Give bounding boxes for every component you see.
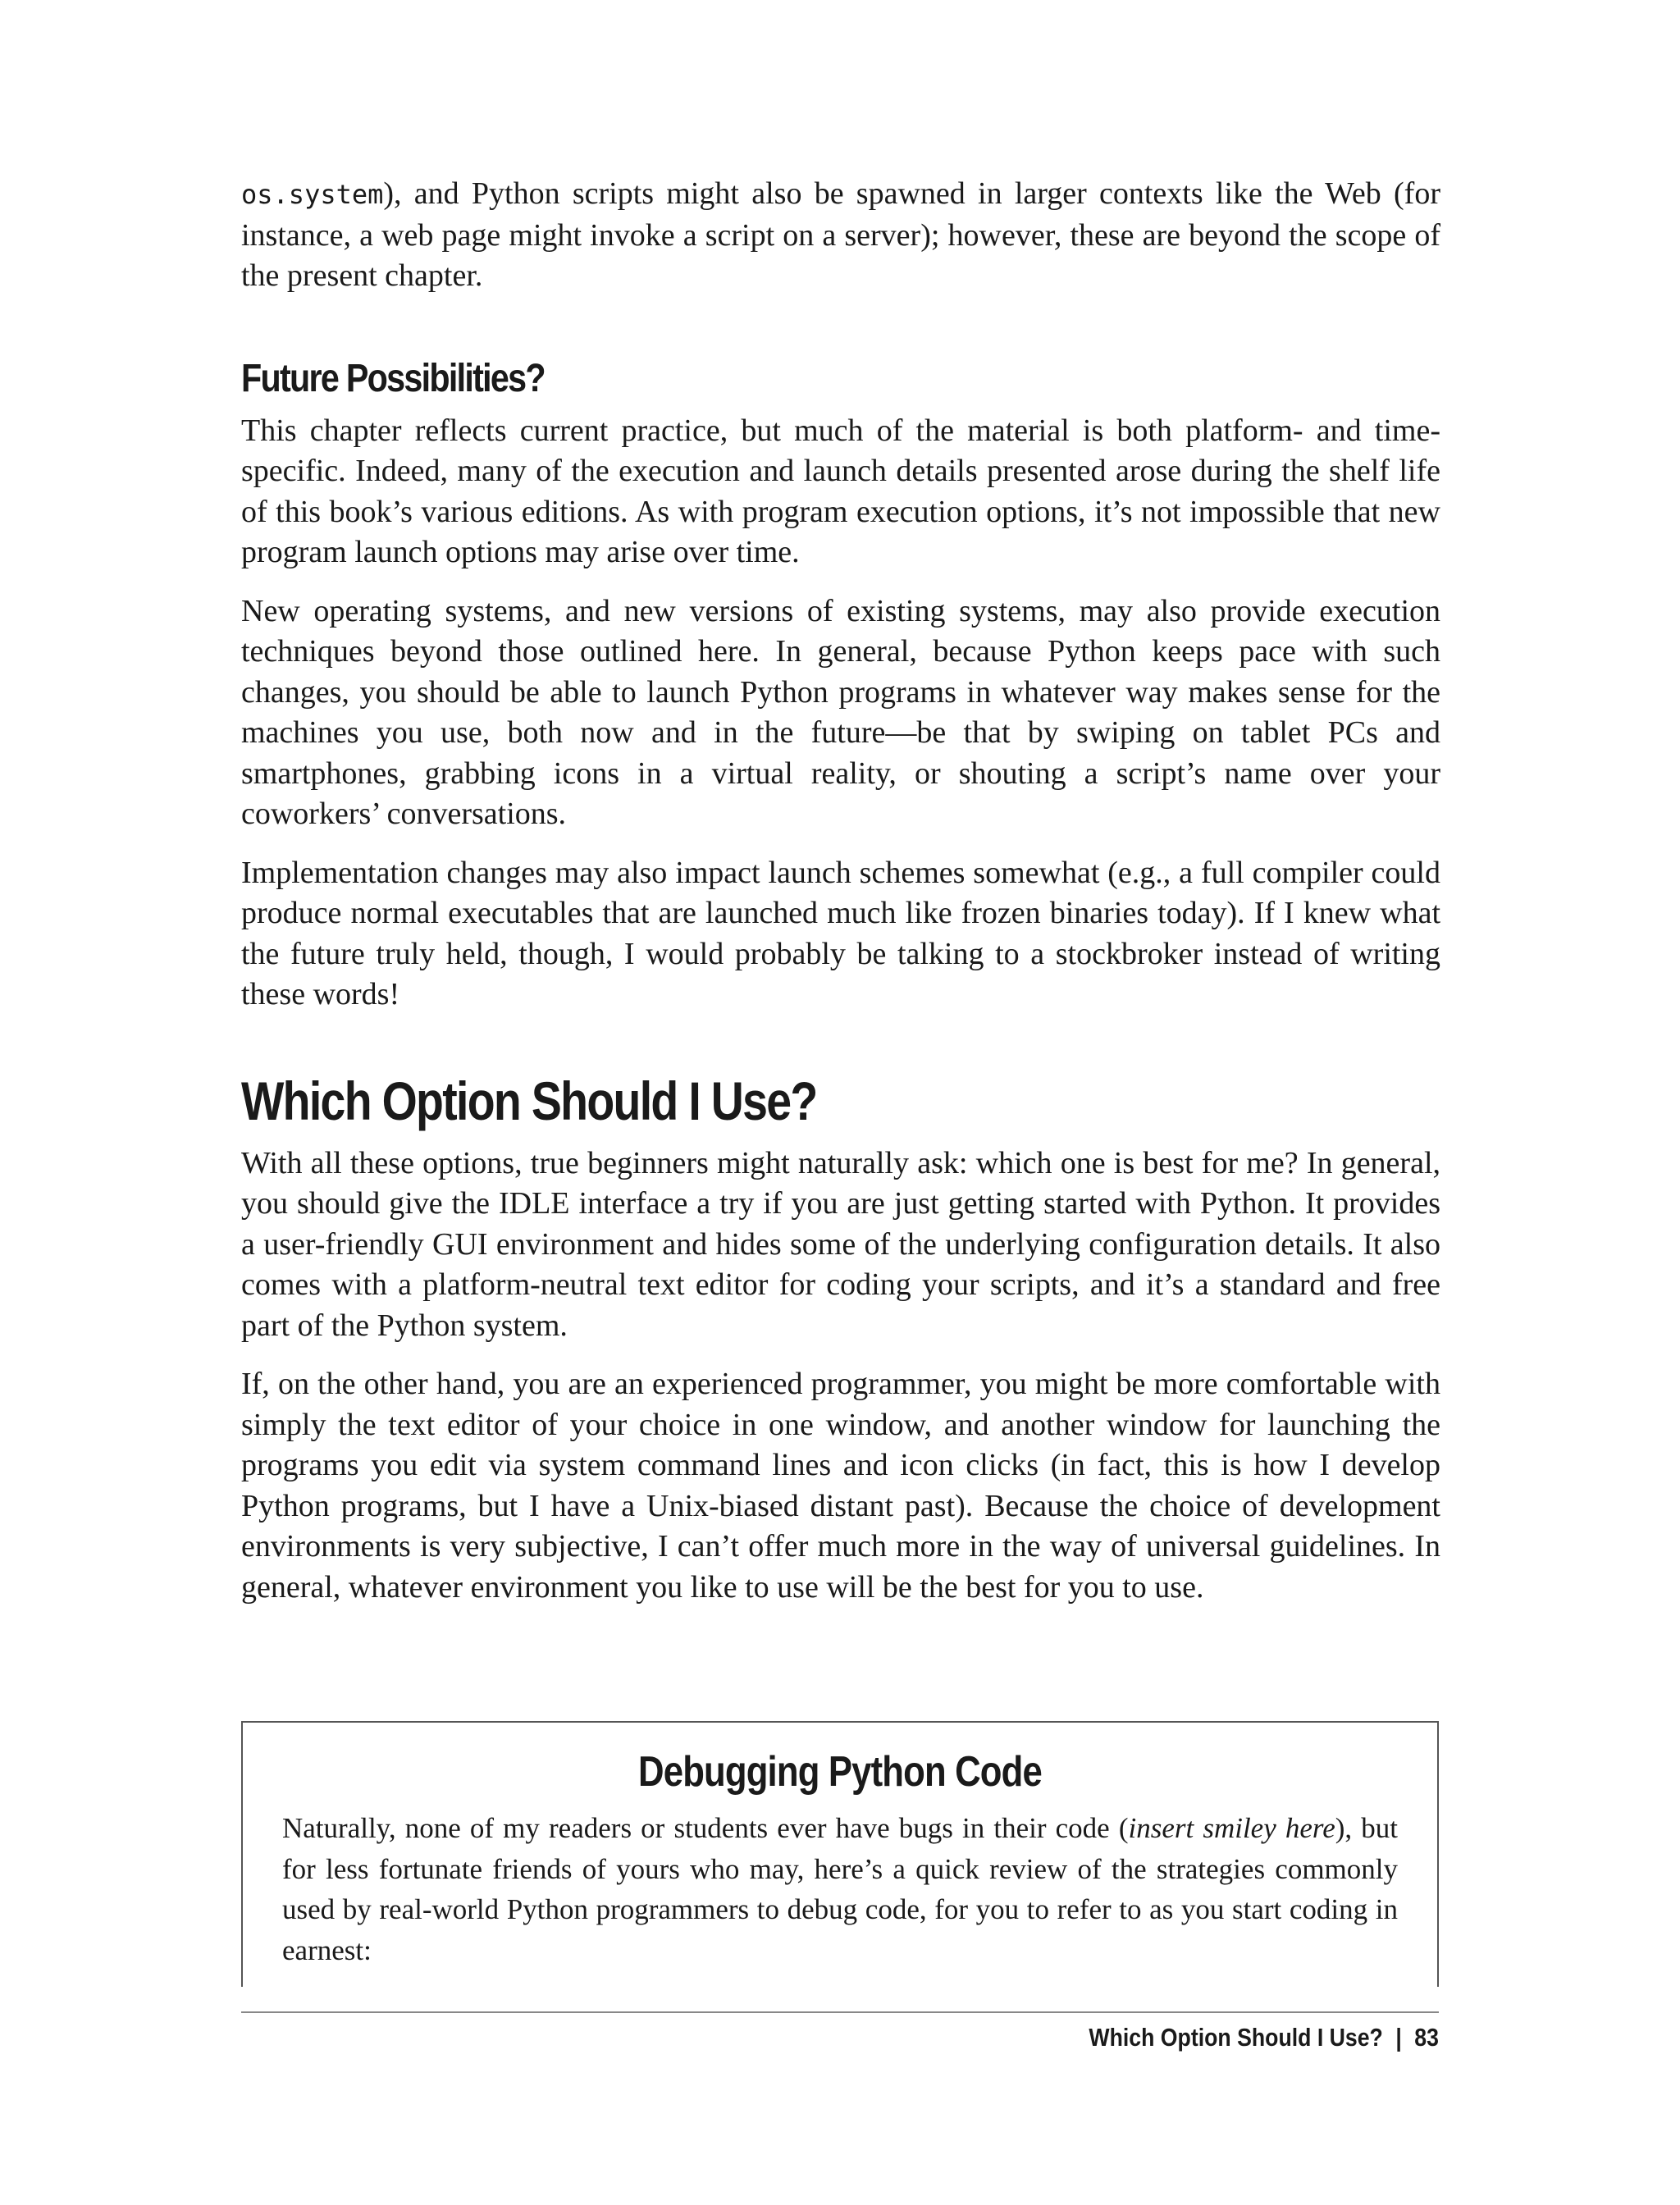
sidebar-italic: insert smiley here: [1128, 1812, 1335, 1844]
sidebar-text-after: ), but for less fortunate friends of yours who may, here’s a quick review of the strategies commonly used by real-world Python programmers to debug code, for you to refer to as you start coding in earnest:: [282, 1812, 1398, 1966]
future-paragraph-2: New operating systems, and new versions of existing systems, may also provide execution techniques beyond those outlined here. In general, because Python keeps pace with such changes, you should be able to launch Python programs in whatever way makes sense for the machines you use, both now and in the future—be that by swiping on tablet PCs and smartphones, grabbing icons in a virtual reality, or shouting a script’s name over your coworkers’ conversations.: [241, 593, 1440, 831]
footer-rule: [241, 2011, 1439, 2013]
intro-paragraph: [241, 174, 1440, 297]
footer-page-number: 83: [1414, 2023, 1439, 2052]
page-content: [241, 174, 1440, 1626]
sidebar-text-before: Naturally, none of my readers or students ever have bugs in their code (: [282, 1812, 1129, 1844]
future-paragraph-3: Implementation changes may also impact launch schemes somewhat (e.g., a full compiler could produce normal executables that are launched much like frozen binaries today). If I knew what the future truly held, though, I would probably be talking to a stockbroker instead of writing these words!: [241, 855, 1440, 1011]
which-paragraph-1: With all these options, true beginners might naturally ask: which one is best for me? In general, you should give the IDLE interface a try if you are just getting started with Python. It provides a user-friendly GUI environment and hides some of the underlying configuration details. It also comes with a platform-neutral text editor for coding your scripts, and it’s a standard and free part of the Python system.: [241, 1145, 1440, 1343]
future-paragraph-1: This chapter reflects current practice, but much of the material is both platform- and time-specific. Indeed, many of the execution and launch details presented arose during the shelf life of this book’s various editions. As with program execution options, it’s not impossible that new program launch options may arise over time.: [241, 413, 1440, 569]
page-footer: [1089, 2023, 1439, 2052]
section-heading-which-option: Which Option Should I Use?: [241, 1070, 817, 1131]
section-heading-future: Future Possibilities?: [241, 356, 545, 400]
inline-code: os.system: [241, 179, 384, 210]
intro-text: ), and Python scripts might also be spawned in larger contexts like the Web (for instance, a web page might invoke a script on a server); however, these are beyond the scope of the present chapter.: [241, 176, 1440, 293]
which-paragraph-2: If, on the other hand, you are an experienced programmer, you might be more comfortable with simply the text editor of your choice in one window, and another window for launching the programs you edit via system command lines and icon clicks (in fact, this is how I develop Python programs, but I have a Unix-biased distant past). Because the choice of development environments is very subjective, I can’t offer much more in the way of universal guidelines. In general, whatever environment you like to use will be the best for you to use.: [241, 1367, 1440, 1605]
sidebar-paragraph: [282, 1808, 1398, 1970]
sidebar-title: Debugging Python Code: [638, 1748, 1042, 1796]
sidebar-box: [241, 1721, 1439, 1987]
footer-separator: |: [1395, 2023, 1402, 2052]
footer-section-title: Which Option Should I Use?: [1089, 2023, 1383, 2052]
